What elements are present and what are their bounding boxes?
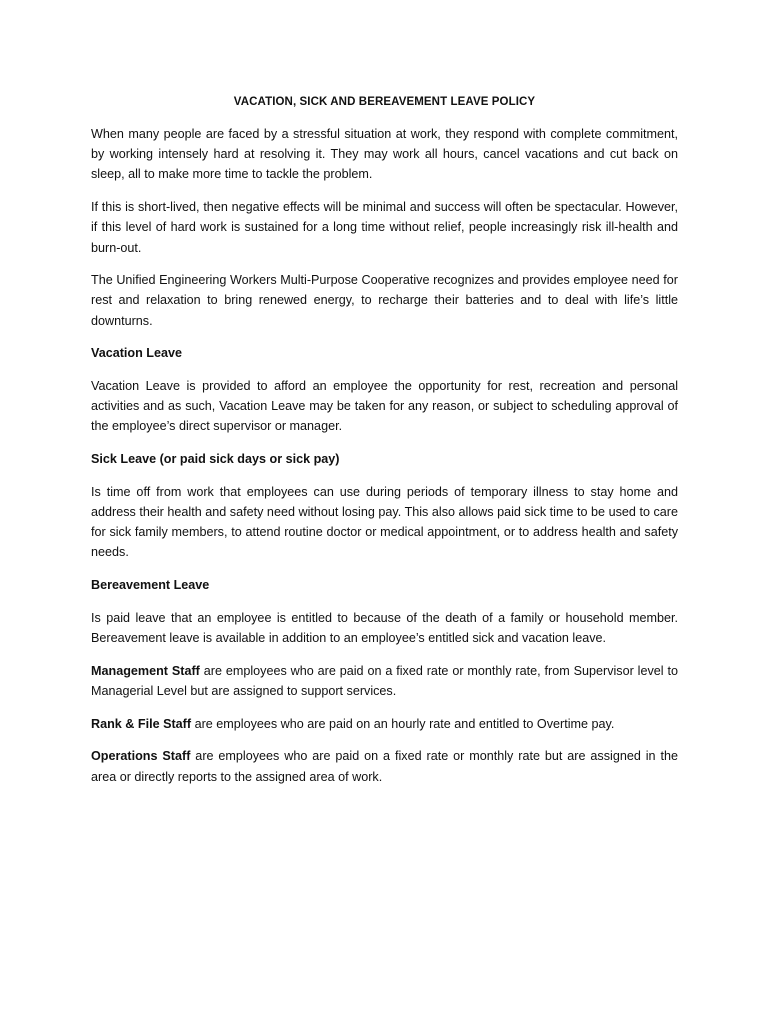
section-body-sick-leave: Is time off from work that employees can use during periods of temporary illness to stay home and address their health and safety need without losing pay. This also allows paid sick time to be used to care for sick family members, to attend routine doctor or medical appointment, or to address health and safety needs. [91,484,678,560]
definition-text: are employees who are paid on an hourly rate and entitled to Overtime pay. [191,716,615,731]
section-body-bereavement-leave: Is paid leave that an employee is entitled to because of the death of a family or household member. Bereavement leave is available in addition to an employee’s entitled sick and vacation leave. [91,610,678,646]
definition-term: Operations Staff [91,749,191,764]
intro-paragraph: When many people are faced by a stressful situation at work, they respond with complete commitment, by working intensely hard at resolving it. They may work all hours, cancel vacations and cut back on sleep, all to make more time to tackle the problem. [91,127,678,182]
section-heading-bereavement-leave: Bereavement Leave [91,578,210,593]
definition-rank-file-staff [91,714,678,734]
section-body-vacation-leave: Vacation Leave is provided to afford an employee the opportunity for rest, recreation and personal activities and as such, Vacation Leave may be taken for any reason, or subject to scheduling approval of the employee’s direct supervisor or manager. [91,379,678,434]
document-body [91,94,678,799]
definition-text: are employees who are paid on a fixed rate or monthly rate, from Supervisor level to Managerial Level but are assigned to support services. [91,663,678,698]
definition-term: Rank & File Staff [91,716,192,731]
definition-text: are employees who are paid on a fixed rate or monthly rate but are assigned in the area or directly reports to the assigned area of work. [91,749,678,784]
definition-management-staff [91,661,678,701]
section-heading-vacation-leave: Vacation Leave [91,346,183,361]
definition-operations-staff [91,746,678,786]
definition-term: Management Staff [91,663,200,678]
document-title: VACATION, SICK AND BEREAVEMENT LEAVE POLICY [233,96,536,108]
intro-paragraph: The Unified Engineering Workers Multi-Purpose Cooperative recognizes and provides employee need for rest and relaxation to bring renewed energy, to recharge their batteries and to deal with life’s little downturns. [91,273,678,328]
section-heading-sick-leave: Sick Leave (or paid sick days or sick pay) [91,452,340,467]
intro-paragraph: If this is short-lived, then negative effects will be minimal and success will often be spectacular. However, if this level of hard work is sustained for a long time without relief, people increasingly risk ill-health and burn-out. [91,200,678,255]
